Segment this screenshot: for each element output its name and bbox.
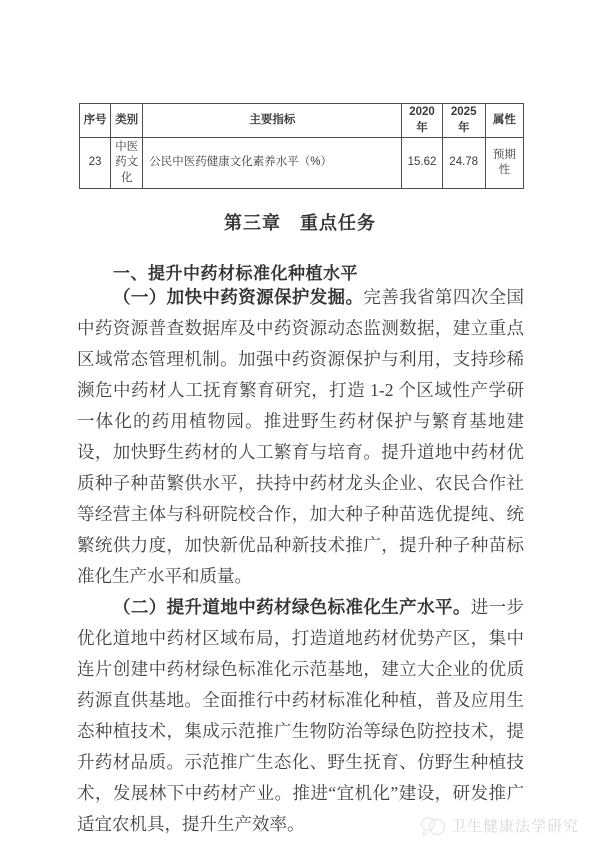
chat-bubbles-icon: [420, 816, 446, 836]
header-2025: 2025 年: [442, 104, 485, 138]
header-seq: 序号: [80, 104, 111, 138]
header-attribute: 属性: [485, 104, 523, 138]
header-category: 类别: [111, 104, 143, 138]
paragraph-2-body: 进一步优化道地中药材区域布局，打造道地药材优势产区，集中连片创建中药材绿色标准化示范基地，建立大企业的优质药源直供基地。全面推行中药材标准化种植，普及应用生态种植技术，集成示范推广生物防治等绿色防控技术，提升药材品质。示范推广生态化、野生抚育、仿野生种植技术，发展林下中药材产业。推进“宜机化”建设，研发推广适宜农机具，提升生产效率。: [77, 597, 525, 834]
table-row: [80, 138, 524, 189]
indicator-table: [79, 103, 524, 189]
chapter-title: 第三章 重点任务: [224, 213, 376, 233]
header-2020: 2020 年: [402, 104, 442, 138]
section-title: 一、提升中药材标准化种植水平: [113, 264, 358, 283]
cell-2025-value: 24.78: [442, 138, 485, 189]
cell-category: 中医药文化: [111, 138, 143, 189]
watermark: [420, 815, 579, 836]
header-indicator: 主要指标: [143, 104, 402, 138]
cell-attribute: 预期性: [485, 138, 523, 189]
cell-2020-value: 15.62: [402, 138, 442, 189]
paragraph-2-lead: （二）提升道地中药材绿色标准化生产水平。: [113, 597, 471, 617]
paragraph-1-body: 完善我省第四次全国中药资源普查数据库及中药资源动态监测数据，建立重点区域常态管理机制。加强中药资源保护与利用，支持珍稀濒危中药材人工抚育繁育研究，打造 1-2 个区域性产学研一体化的药用植物园。推进野生药材保护与繁育基地建设，加快野生药材的人工繁育与培育。提升道地中药材优质种子种苗繁供水平，扶持中药材龙头企业、农民合作社等经营主体与科研院校合作，加大种子种苗选优提纯、统繁统供力度，加快新优品种新技术推广，提升种子种苗标准化生产水平和质量。: [77, 287, 525, 586]
body-text: [77, 282, 524, 840]
paragraph-2: [77, 592, 524, 840]
paragraph-1-lead: （一）加快中药资源保护发掘。: [113, 287, 364, 307]
watermark-text: 卫生健康法学研究: [450, 818, 579, 835]
cell-seq: 23: [80, 138, 111, 189]
cell-indicator: 公民中医药健康文化素养水平（%）: [143, 138, 402, 189]
paragraph-1: [77, 282, 524, 592]
table-header-row: [80, 104, 524, 138]
